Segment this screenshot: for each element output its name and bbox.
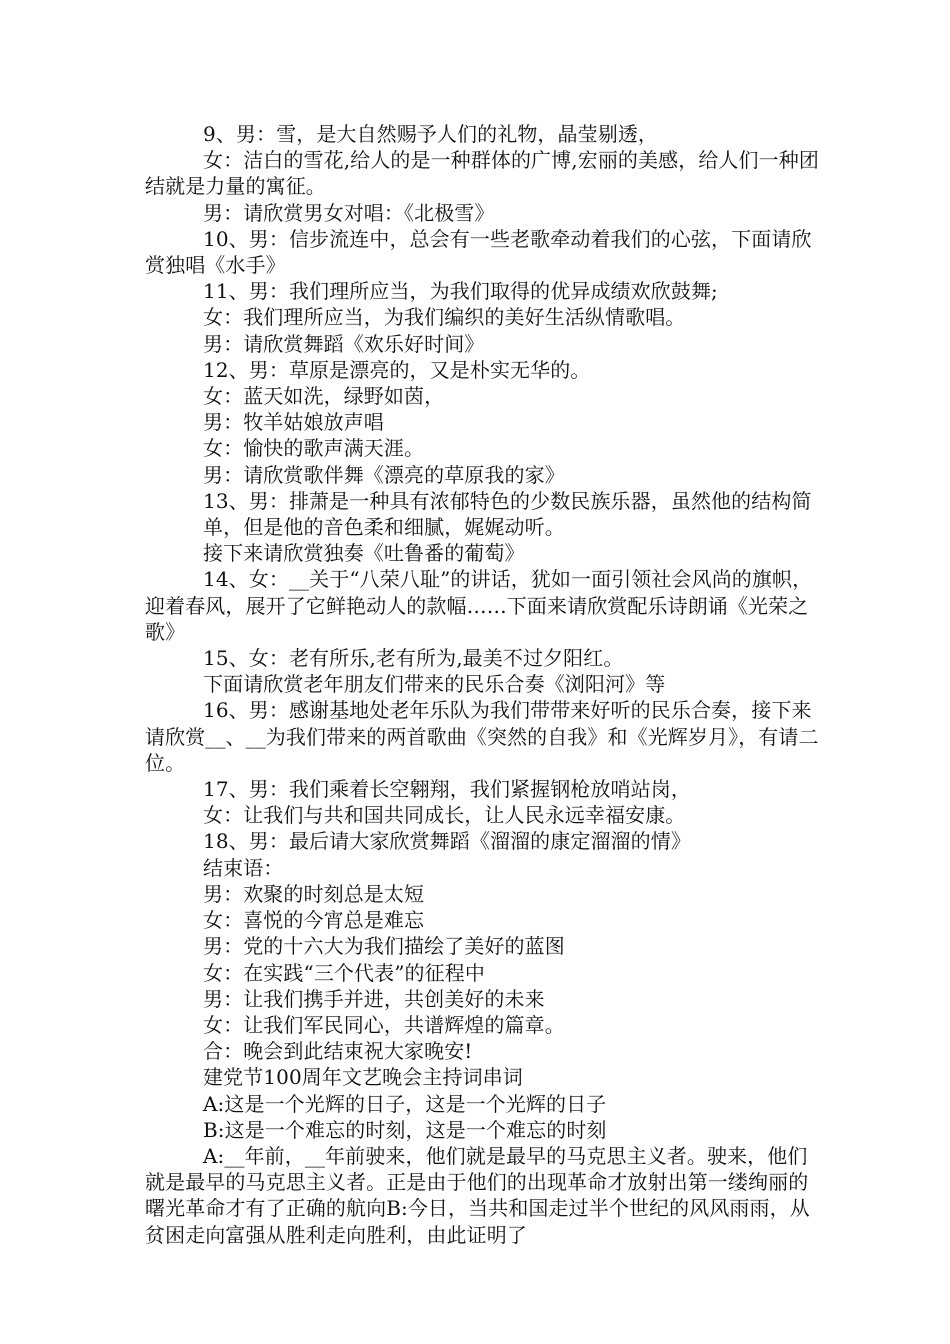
paragraph: 建党节100周年文艺晚会主持词串词 [203,1065,523,1090]
paragraph: 接下来请欣赏独奏《吐鲁番的葡萄》 [203,541,525,566]
paragraph: 18、男：最后请大家欣赏舞蹈《溜溜的康定溜溜的情》 [203,829,691,854]
paragraph: 男：牧羊姑娘放声唱 [203,410,384,435]
paragraph: 10、男：信步流连中，总会有一些老歌牵动着我们的心弦，下面请欣赏独唱《水手》 [145,226,812,278]
paragraph: 男：党的十六大为我们描绘了美好的蓝图 [203,934,565,959]
paragraph: A:这是一个光辉的日子，这是一个光辉的日子 [203,1091,607,1116]
paragraph: 女：喜悦的今宵总是难忘 [203,908,425,933]
paragraph: 女：洁白的雪花,给人的是一种群体的广博,宏丽的美感，给人们一种团结就是力量的寓征。 [145,148,819,199]
document-body [145,121,825,1248]
paragraph: 男：请欣赏歌伴舞《漂亮的草原我的家》 [203,462,565,487]
paragraph: 合：晚会到此结束祝大家晚安! [203,1039,473,1064]
paragraph: 结束语： [203,855,284,880]
paragraph: 单，但是他的音色柔和细腻，娓娓动听。 [203,515,565,540]
paragraph: 女：我们理所应当，为我们编织的美好生活纵情歌唱。 [203,305,686,330]
paragraph: 男：请欣赏舞蹈《欢乐好时间》 [203,331,485,356]
paragraph: 女：在实践“三个代表”的征程中 [203,960,485,985]
paragraph: 11、男：我们理所应当，为我们取得的优异成绩欢欣鼓舞; [203,279,718,304]
paragraph: 下面请欣赏老年朋友们带来的民乐合奏《浏阳河》等 [203,672,666,697]
paragraph: 男：请欣赏男女对唱：《北极雪》 [203,200,495,225]
paragraph: 女：蓝天如洗，绿野如茵， [203,384,445,409]
paragraph: 13、男：排萧是一种具有浓郁特色的少数民族乐器，虽然他的结构简 [203,488,812,513]
paragraph: B:这是一个难忘的时刻，这是一个难忘的时刻 [203,1117,607,1142]
paragraph: 女：愉快的歌声满天涯。 [203,436,425,461]
paragraph: 女：让我们与共和国共同成长，让人民永远幸福安康。 [203,803,686,828]
paragraph: 15、女：老有所乐,老有所为,最美不过夕阳红。 [203,646,624,671]
paragraph: 12、男：草原是漂亮的，又是朴实无华的。 [203,357,591,382]
paragraph: A:__年前，__年前驶来，他们就是最早的马克思主义者。驶来，他们就是最早的马克思主义者。正是由于他们的出现革命才放射出第一缕绚丽的曙光革命才有了正确的航向B:今日，当共和国走过半个世纪的风风雨雨，从贫困走向富强从胜利走向胜利，由此证明了 [145,1143,810,1247]
paragraph: 9、男：雪，是大自然赐予人们的礼物，晶莹剔透， [203,122,659,146]
paragraph: 男：欢聚的时刻总是太短 [203,881,425,906]
paragraph: 14、女：__关于“八荣八耻”的讲话，犹如一面引领社会风尚的旗帜，迎着春风，展开了它鲜艳动人的款幅……下面来请欣赏配乐诗朗诵《光荣之歌》 [145,567,813,644]
paragraph: 17、男：我们乘着长空翱翔，我们紧握钢枪放哨站岗， [203,777,691,802]
paragraph: 女：让我们军民同心，共谱辉煌的篇章。 [203,1012,565,1037]
paragraph: 男：让我们携手并进，共创美好的未来 [203,986,545,1011]
paragraph: 16、男：感谢基地处老年乐队为我们带带来好听的民乐合奏，接下来请欣赏__、__为我们带来的两首歌曲《突然的自我》和《光辉岁月》，有请二位。 [145,698,819,775]
